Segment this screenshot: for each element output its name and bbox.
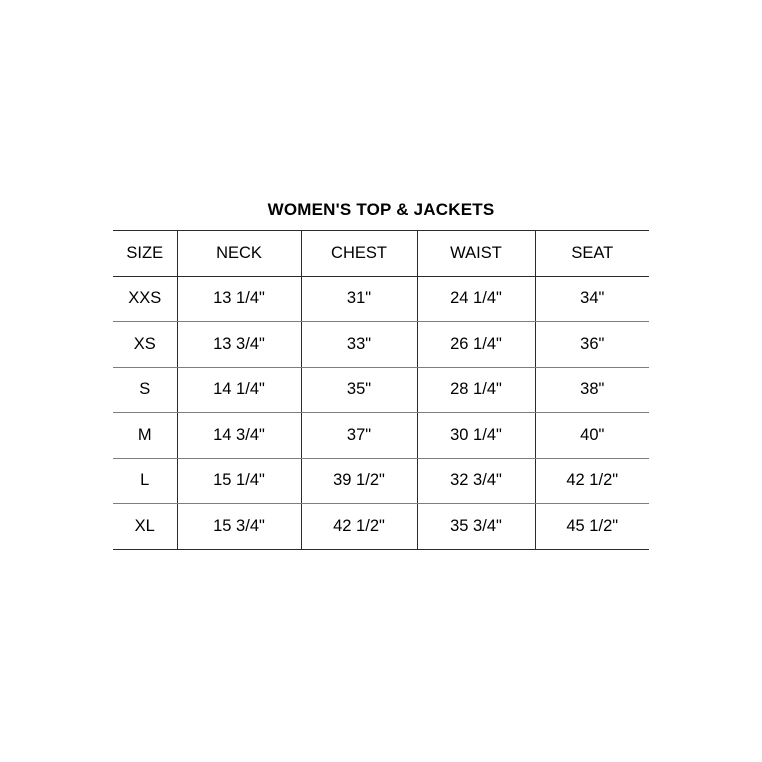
page-title: WOMEN'S TOP & JACKETS <box>267 200 495 219</box>
table-body <box>113 276 649 549</box>
cell-size: S <box>113 367 177 413</box>
cell-waist: 24 1/4" <box>417 276 535 322</box>
cell-neck: 14 3/4" <box>177 413 301 459</box>
cell-waist: 35 3/4" <box>417 504 535 550</box>
cell-waist: 26 1/4" <box>417 322 535 368</box>
cell-chest: 35" <box>301 367 417 413</box>
cell-chest: 33" <box>301 322 417 368</box>
size-chart-table <box>113 230 649 550</box>
column-header-chest: CHEST <box>301 231 417 277</box>
column-header-seat: SEAT <box>535 231 649 277</box>
cell-size: L <box>113 458 177 504</box>
cell-size: M <box>113 413 177 459</box>
cell-seat: 45 1/2" <box>535 504 649 550</box>
cell-neck: 13 3/4" <box>177 322 301 368</box>
cell-size: XXS <box>113 276 177 322</box>
cell-seat: 42 1/2" <box>535 458 649 504</box>
cell-waist: 32 3/4" <box>417 458 535 504</box>
table-row <box>113 322 649 368</box>
cell-chest: 42 1/2" <box>301 504 417 550</box>
cell-size: XS <box>113 322 177 368</box>
table-header-row <box>113 231 649 277</box>
size-chart-container <box>113 200 649 550</box>
table-row <box>113 413 649 459</box>
cell-waist: 30 1/4" <box>417 413 535 459</box>
cell-chest: 39 1/2" <box>301 458 417 504</box>
cell-seat: 36" <box>535 322 649 368</box>
column-header-size: SIZE <box>113 231 177 277</box>
cell-neck: 15 3/4" <box>177 504 301 550</box>
cell-neck: 15 1/4" <box>177 458 301 504</box>
table-header <box>113 231 649 277</box>
cell-neck: 14 1/4" <box>177 367 301 413</box>
table-row <box>113 458 649 504</box>
cell-size: XL <box>113 504 177 550</box>
table-row <box>113 504 649 550</box>
cell-waist: 28 1/4" <box>417 367 535 413</box>
column-header-neck: NECK <box>177 231 301 277</box>
cell-seat: 40" <box>535 413 649 459</box>
cell-chest: 31" <box>301 276 417 322</box>
cell-seat: 34" <box>535 276 649 322</box>
cell-chest: 37" <box>301 413 417 459</box>
table-row <box>113 367 649 413</box>
cell-neck: 13 1/4" <box>177 276 301 322</box>
table-row <box>113 276 649 322</box>
column-header-waist: WAIST <box>417 231 535 277</box>
cell-seat: 38" <box>535 367 649 413</box>
